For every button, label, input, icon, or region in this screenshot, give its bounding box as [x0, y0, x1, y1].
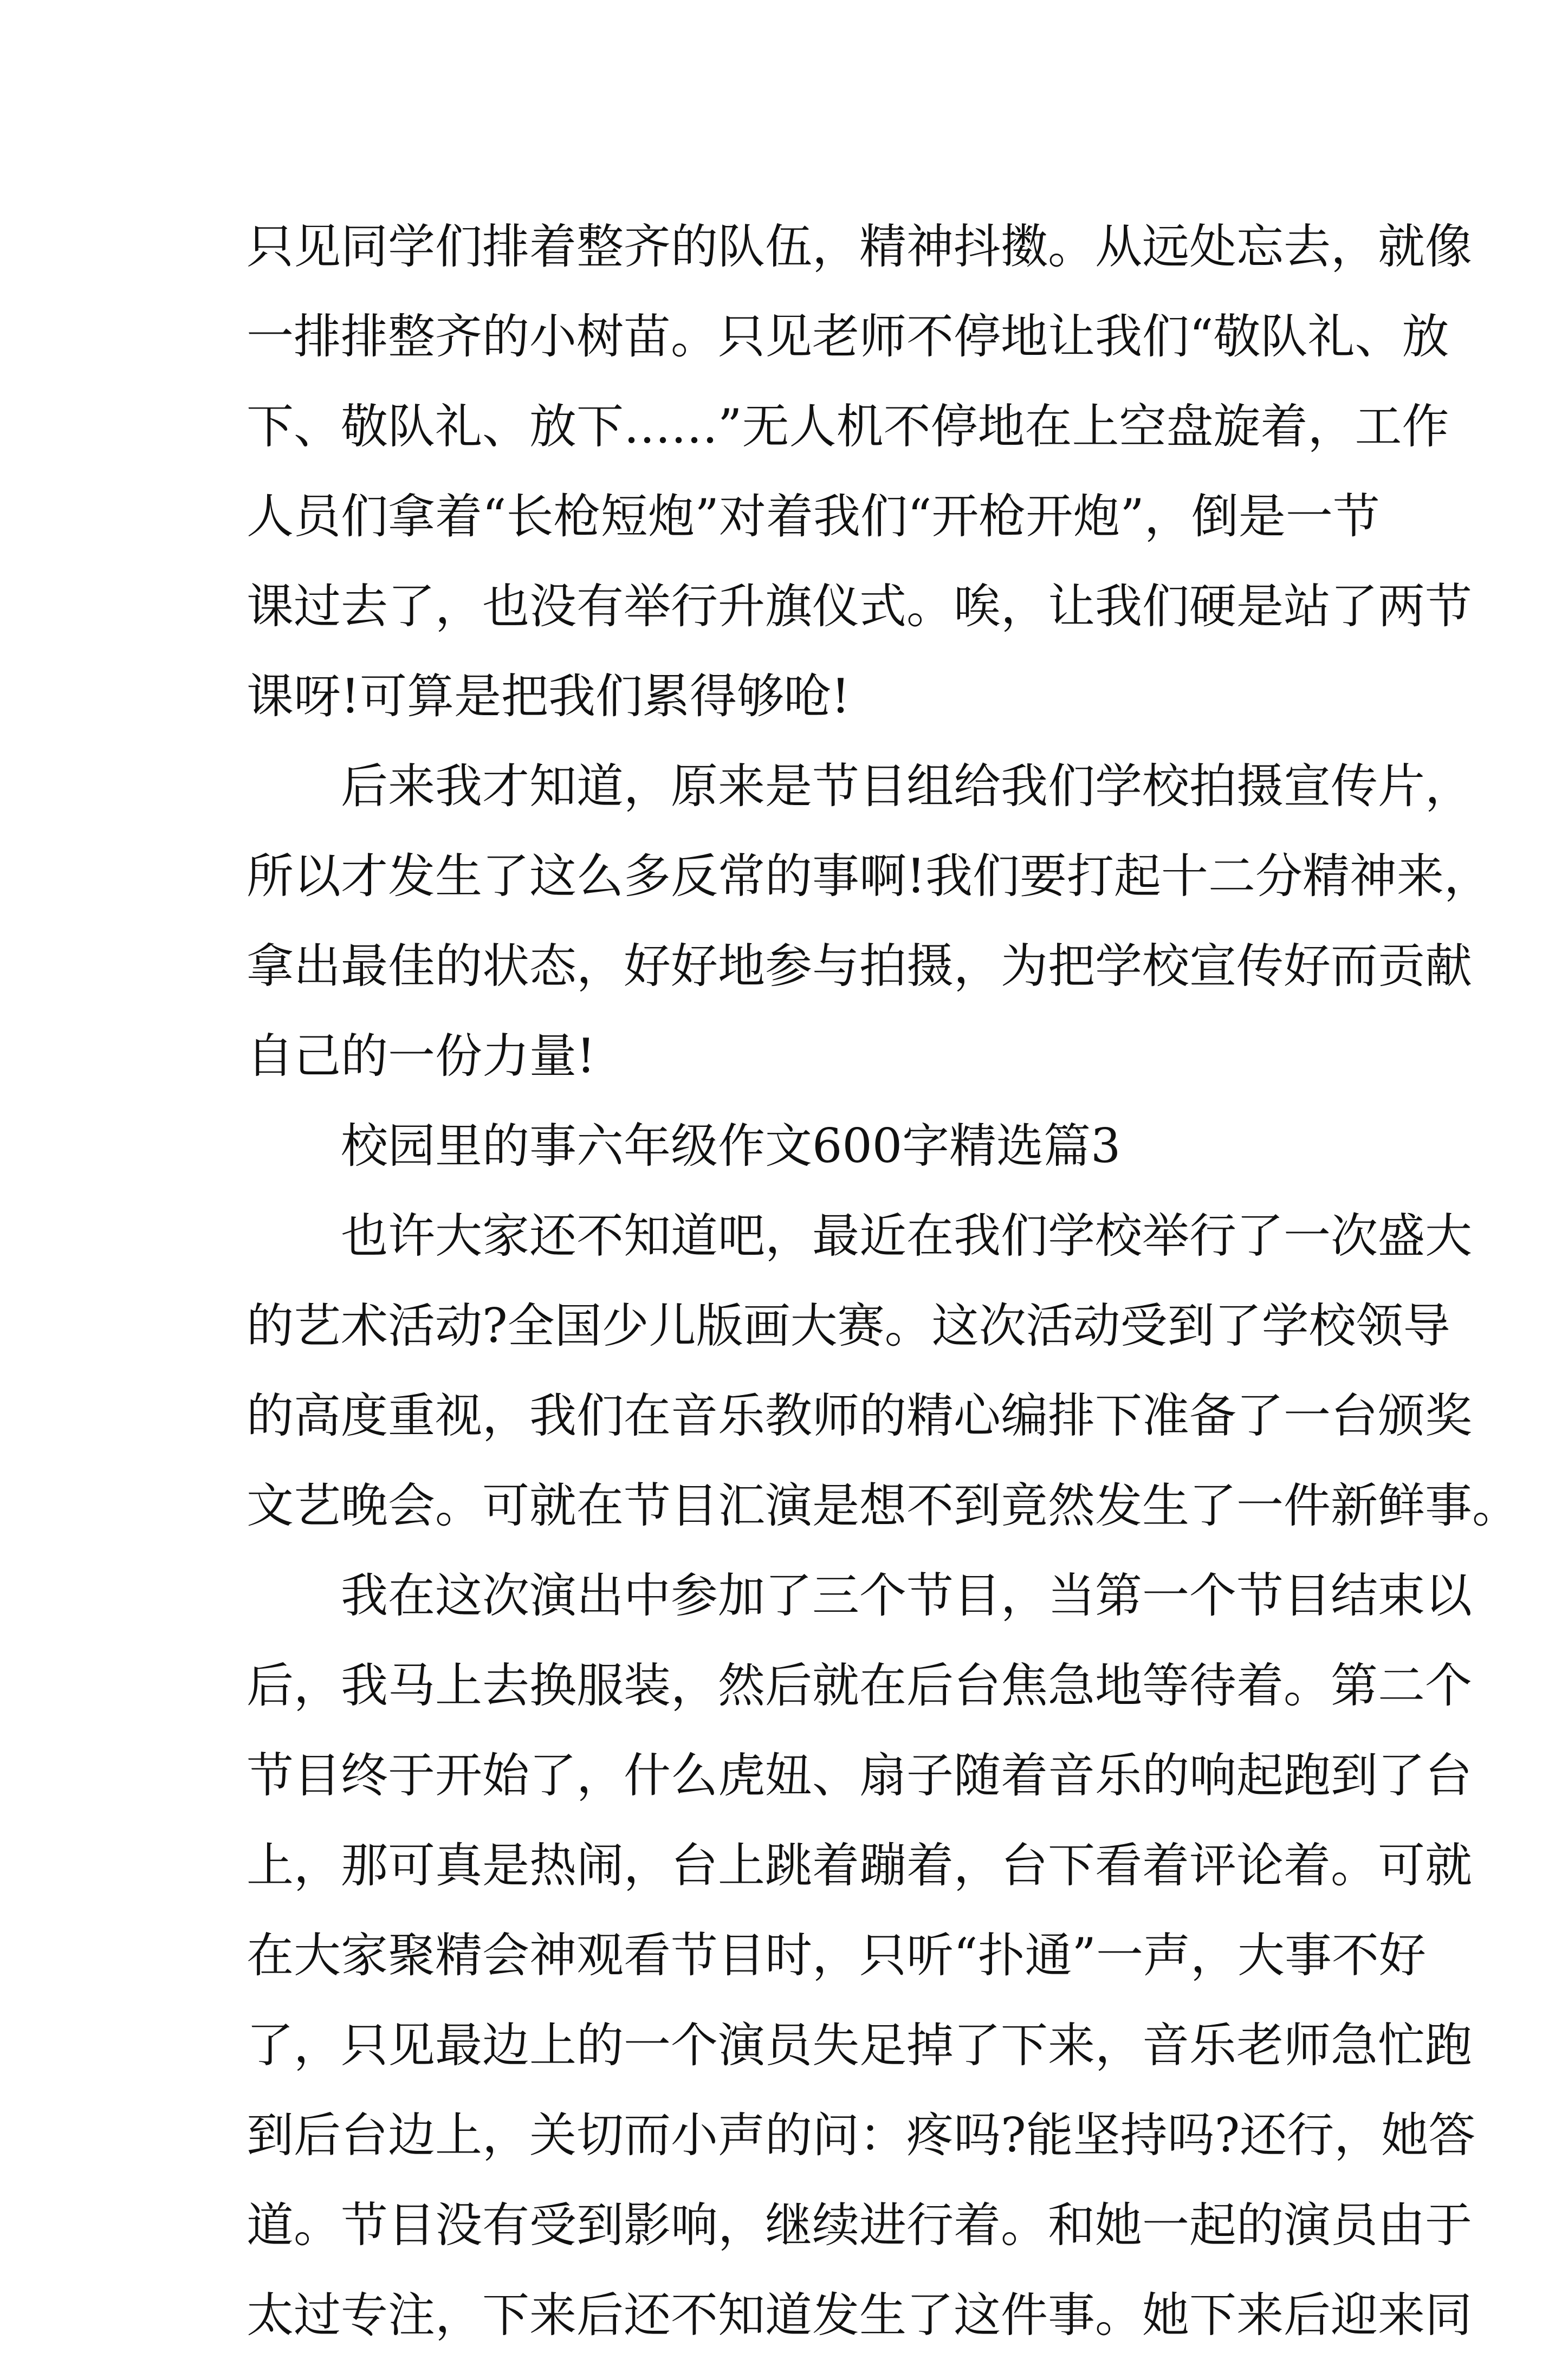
- essay-text: [247, 202, 1519, 2360]
- paragraph: [247, 202, 1472, 741]
- heading-line: 校园里的事六年级作文600字精选篇3: [247, 1118, 1121, 1173]
- text-line: 道。节目没有受到影响，继续进行着。和她一起的演员由于: [247, 2197, 1472, 2253]
- paragraph: [247, 1551, 1476, 2360]
- section-heading: [247, 1101, 1346, 1191]
- text-line: 一排排整齐的小树苗。只见老师不停地让我们“敬队礼、放: [247, 309, 1449, 364]
- text-line: 太过专注，下来后还不知道发生了这件事。她下来后迎来同: [247, 2287, 1472, 2343]
- text-line: 文艺晚会。可就在节目汇演是想不到竟然发生了一件新鲜事。: [247, 1478, 1519, 1533]
- text-line: 在大家聚精会神观看节目时，只听“扑通”一声，大事不好: [247, 1928, 1426, 1983]
- text-line: 自己的一份力量!: [247, 1028, 595, 1084]
- text-line: 了，只见最边上的一个演员失足掉了下来，音乐老师急忙跑: [247, 2018, 1472, 2073]
- text-line: 人员们拿着“长枪短炮”对着我们“开枪开炮”，倒是一节: [247, 489, 1380, 544]
- paragraph: [247, 1191, 1519, 1551]
- text-line: 后，我马上去换服装，然后就在后台焦急地等待着。第二个: [247, 1658, 1472, 1713]
- text-line: 的艺术活动?全国少儿版画大赛。这次活动受到了学校领导: [247, 1298, 1450, 1353]
- text-line: 下、敬队礼、放下……”无人机不停地在上空盘旋着，工作: [247, 399, 1449, 454]
- text-line: 的高度重视，我们在音乐教师的精心编排下准备了一台颁奖: [247, 1388, 1472, 1443]
- text-line: 节目终于开始了，什么虎妞、扇子随着音乐的响起跑到了台: [247, 1748, 1472, 1803]
- text-line: 课过去了，也没有举行升旗仪式。唉，让我们硬是站了两节: [247, 579, 1472, 634]
- text-line: 后来我才知道，原来是节目组给我们学校拍摄宣传片，: [247, 758, 1472, 814]
- text-line: 所以才发生了这么多反常的事啊!我们要打起十二分精神来，: [247, 848, 1491, 904]
- text-line: 拿出最佳的状态，好好地参与拍摄，为把学校宣传好而贡献: [247, 938, 1472, 994]
- paragraph: [247, 741, 1491, 1101]
- text-line: 上，那可真是热闹，台上跳着蹦着，台下看着评论着。可就: [247, 1838, 1472, 1893]
- text-line: 也许大家还不知道吧，最近在我们学校举行了一次盛大: [247, 1208, 1472, 1263]
- text-line: 课呀!可算是把我们累得够呛!: [247, 669, 850, 724]
- text-line: 到后台边上，关切而小声的问：疼吗?能坚持吗?还行，她答: [247, 2108, 1476, 2163]
- text-line: 只见同学们排着整齐的队伍，精神抖擞。从远处忘去，就像: [247, 219, 1472, 274]
- text-line: 我在这次演出中参加了三个节目，当第一个节目结束以: [247, 1568, 1472, 1623]
